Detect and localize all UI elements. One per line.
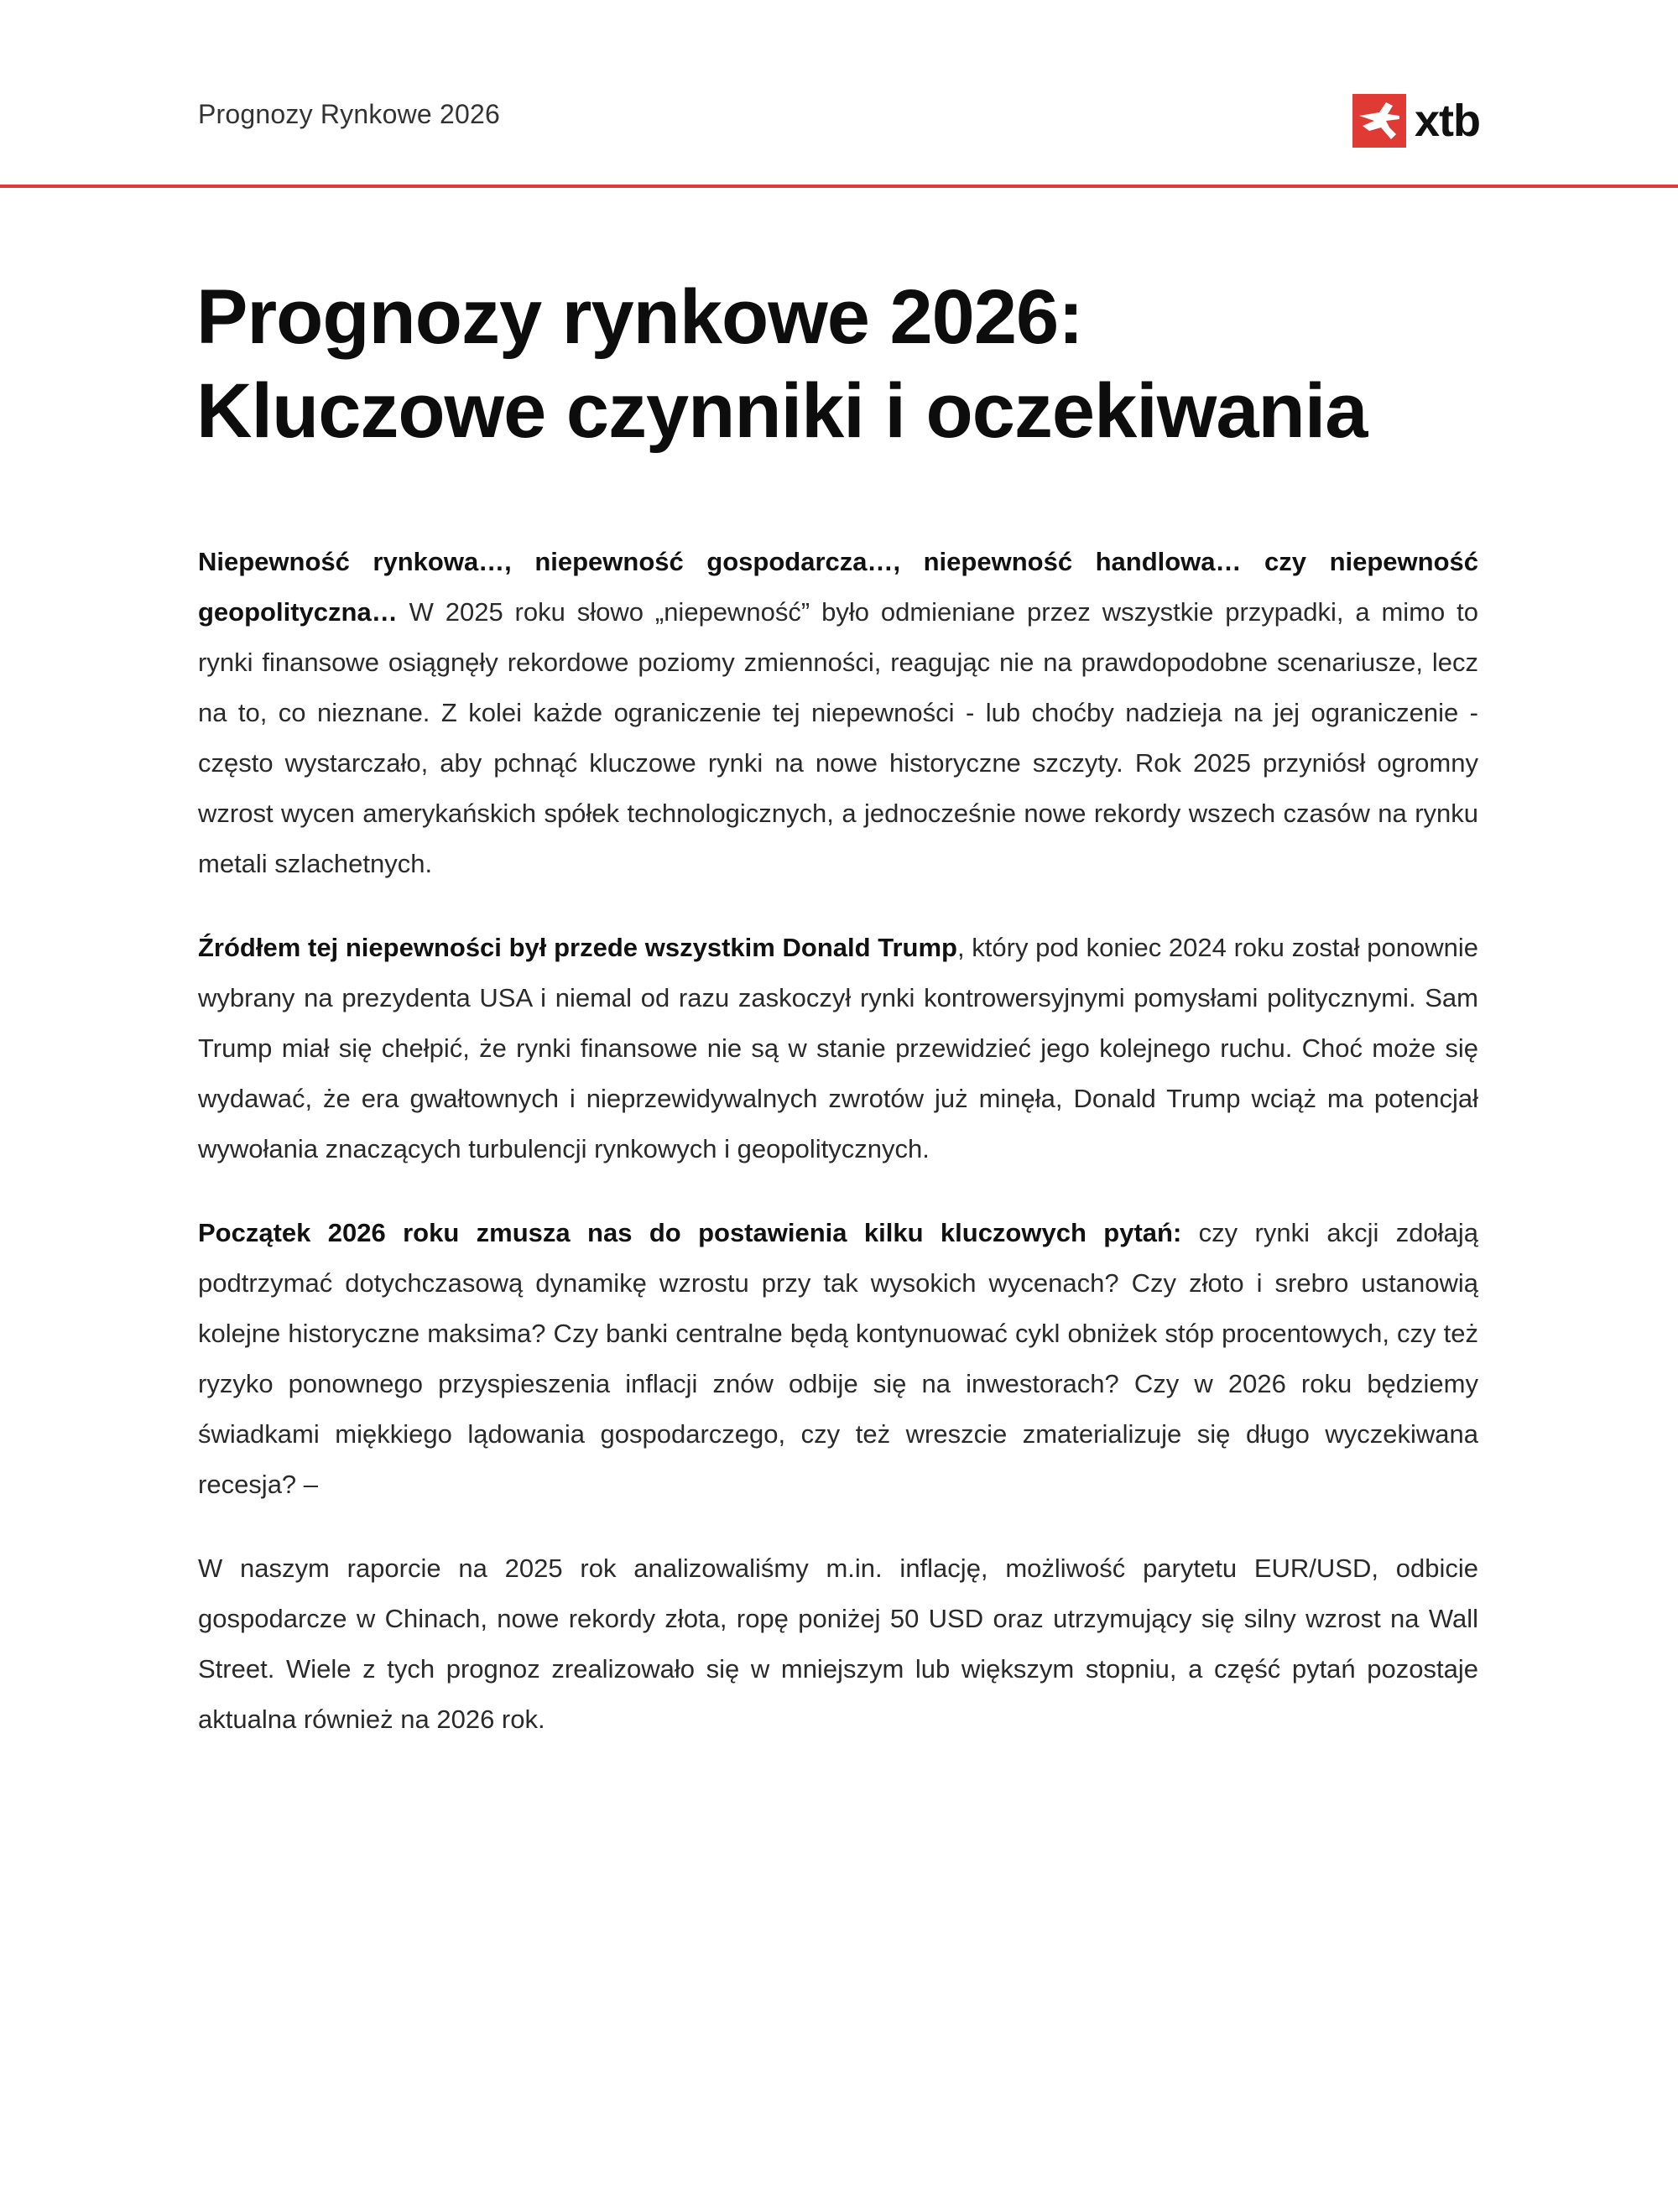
paragraph-3-lead: Początek 2026 roku zmusza nas do postawienia kilku kluczowych pytań: [198,1218,1182,1247]
paragraph-2-text: , który pod koniec 2024 roku został ponownie wybrany na prezydenta USA i niemal od razu zaskoczył rynki kontrowersyjnymi pomysłami politycznymi. Sam Trump miał się chełpić, że rynki finansowe nie są w stanie przewidzieć jego kolejnego ruchu. Choć może się wydawać, że era gwałtownych i nieprzewidywalnych zwrotów już minęła, Donald Trump wciąż ma potencjał wywołania znaczących turbulencji rynkowych i geopolitycznych. [198,933,1478,1163]
paragraph-1-lead: Niepewność rynkowa…, niepewność gospodarcza…, niepewność handlowa… czy niepewność geopolityczna… [198,547,1478,627]
paragraph-1-text: W 2025 roku słowo „niepewność” było odmieniane przez wszystkie przypadki, a mimo to rynki finansowe osiągnęły rekordowe poziomy zmienności, reagując nie na prawdopodobne scenariusze, lecz na to, co nieznane. Z kolei każde ograniczenie tej niepewności - lub choćby nadzieja na jej ograniczenie - często wystarczało, aby pchnąć kluczowe rynki na nowe historyczne szczyty. Rok 2025 przyniósł ogromny wzrost wycen amerykańskich spółek technologicznych, a jednocześnie nowe rekordy wszech czasów na rynku metali szlachetnych. [198,597,1478,878]
logo-text: xtb [1415,96,1480,146]
paragraph-2-lead: Źródłem tej niepewności był przede wszystkim Donald Trump [198,933,957,962]
paragraph-4 [198,1543,1478,1745]
xtb-logo-mark-icon [1352,94,1406,148]
xtb-logo [1352,94,1480,148]
page-header [0,0,1678,188]
paragraph-3 [198,1208,1478,1510]
paragraph-2 [198,923,1478,1174]
page-title [196,270,1505,458]
page-title-line-2: Kluczowe czynniki i oczekiwania [196,368,1368,454]
page-title-line-1: Prognozy rynkowe 2026: [196,274,1083,360]
header-title: Prognozy Rynkowe 2026 [198,99,500,129]
paragraph-3-text: czy rynki akcji zdołają podtrzymać dotychczasową dynamikę wzrostu przy tak wysokich wycenach? Czy złoto i srebro ustanowią kolejne historyczne maksima? Czy banki centralne będą kontynuować cykl obniżek stóp procentowych, czy też ryzyko ponownego przyspieszenia inflacji znów odbije się na inwestorach? Czy w 2026 roku będziemy świadkami miękkiego lądowania gospodarczego, czy też wreszcie zmaterializuje się długo wyczekiwana recesja? – [198,1218,1478,1499]
paragraph-1 [198,537,1478,889]
paragraph-4-text: W naszym raporcie na 2025 rok analizowaliśmy m.in. inflację, możliwość parytetu EUR/USD, odbicie gospodarcze w Chinach, nowe rekordy złota, ropę poniżej 50 USD oraz utrzymujący się silny wzrost na Wall Street. Wiele z tych prognoz zrealizowało się w mniejszym lub większym stopniu, a część pytań pozostaje aktualna również na 2026 rok. [198,1554,1478,1734]
article-body [198,537,1478,1778]
